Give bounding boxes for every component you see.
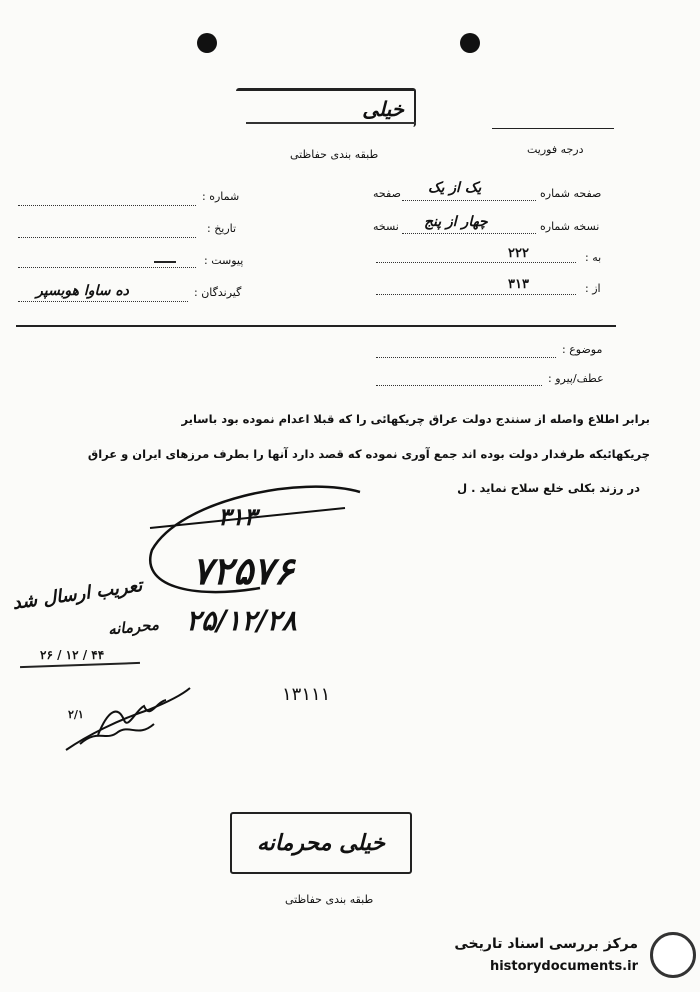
reference-field	[376, 385, 542, 386]
copy-label: نسخه شماره	[540, 220, 600, 233]
bottom-classification-stamp	[230, 812, 412, 874]
note-word: محرمانه	[107, 615, 160, 639]
recipients-value: ده ساوا هوبسپر	[36, 283, 129, 299]
signature-date: ۲/۱	[68, 708, 84, 721]
subject-field	[376, 357, 556, 358]
side-number: ۱۳۱۱۱	[282, 684, 331, 705]
from-field	[376, 294, 576, 295]
to-field	[376, 262, 576, 263]
circle-number-top: ۳۱۳	[218, 502, 257, 531]
urgency-underline	[492, 128, 614, 129]
watermark-title: مرکز بررسی اسناد تاریخی	[454, 936, 638, 952]
copy-unit: نسخه	[373, 220, 399, 233]
subject-label: موضوع :	[562, 343, 603, 356]
from-label: از :	[585, 282, 601, 295]
header-separator	[16, 325, 616, 327]
to-label: به :	[585, 251, 602, 264]
handwritten-note: تعریب ارسال شد	[11, 575, 144, 614]
attachment-field	[18, 267, 196, 268]
date-label: تاریخ :	[207, 222, 237, 235]
page-value: یک از یک	[428, 180, 482, 196]
footer-classification-label: طبقه بندی حفاظتی	[285, 893, 374, 906]
top-stamp-underline	[246, 122, 416, 124]
handwritten-note-date: ۲۶ / ۱۲ / ۴۴	[40, 648, 105, 662]
number-label: شماره :	[202, 190, 240, 203]
top-stamp-text: خیلی	[362, 97, 404, 121]
body-line-1: برابر اطلاع واصله از سنندج دولت عراق چریکهائی را که قبلا اعدام نموده بود باسایر	[181, 412, 650, 426]
body-line-2: چریکهائیکه طرفدار دولت بوده اند جمع آوری نموده که قصد دارد آنها را بطرف مرزهای ایران و عراق	[87, 447, 650, 461]
circle-number-main: ۷۲۵۷۶	[192, 548, 295, 593]
punch-hole-right	[460, 33, 480, 53]
to-value: ۲۲۲	[508, 246, 529, 261]
copy-field	[402, 233, 536, 234]
attachment-dash	[154, 261, 176, 263]
recipients-label: گیرندگان :	[194, 286, 242, 299]
number-field	[18, 205, 196, 206]
watermark	[418, 928, 698, 988]
note-underline	[20, 662, 140, 668]
date-reference: ۲۵/۱۲/۲۸	[186, 604, 297, 637]
urgency-label: درجه فوریت	[527, 143, 584, 156]
watermark-url: historydocuments.ir	[489, 959, 638, 974]
copy-value: چهار از پنج	[424, 214, 488, 230]
archive-logo-icon	[650, 932, 696, 978]
page-unit: صفحه	[373, 187, 401, 200]
recipients-field	[18, 301, 188, 302]
punch-hole-left	[197, 33, 217, 53]
date-field	[18, 237, 196, 238]
page-field	[402, 200, 536, 201]
attachment-label: پیوست :	[204, 254, 244, 267]
reference-label: عطف/پیرو :	[548, 372, 604, 385]
bottom-stamp-text: خیلی محرمانه	[256, 830, 386, 856]
from-value: ۳۱۳	[508, 277, 529, 292]
page-label: صفحه شماره	[540, 187, 602, 200]
body-line-3: در رزند بکلی خلع سلاح نماید . ل	[457, 481, 640, 495]
classification-label: طبقه بندی حفاظتی	[290, 148, 379, 161]
